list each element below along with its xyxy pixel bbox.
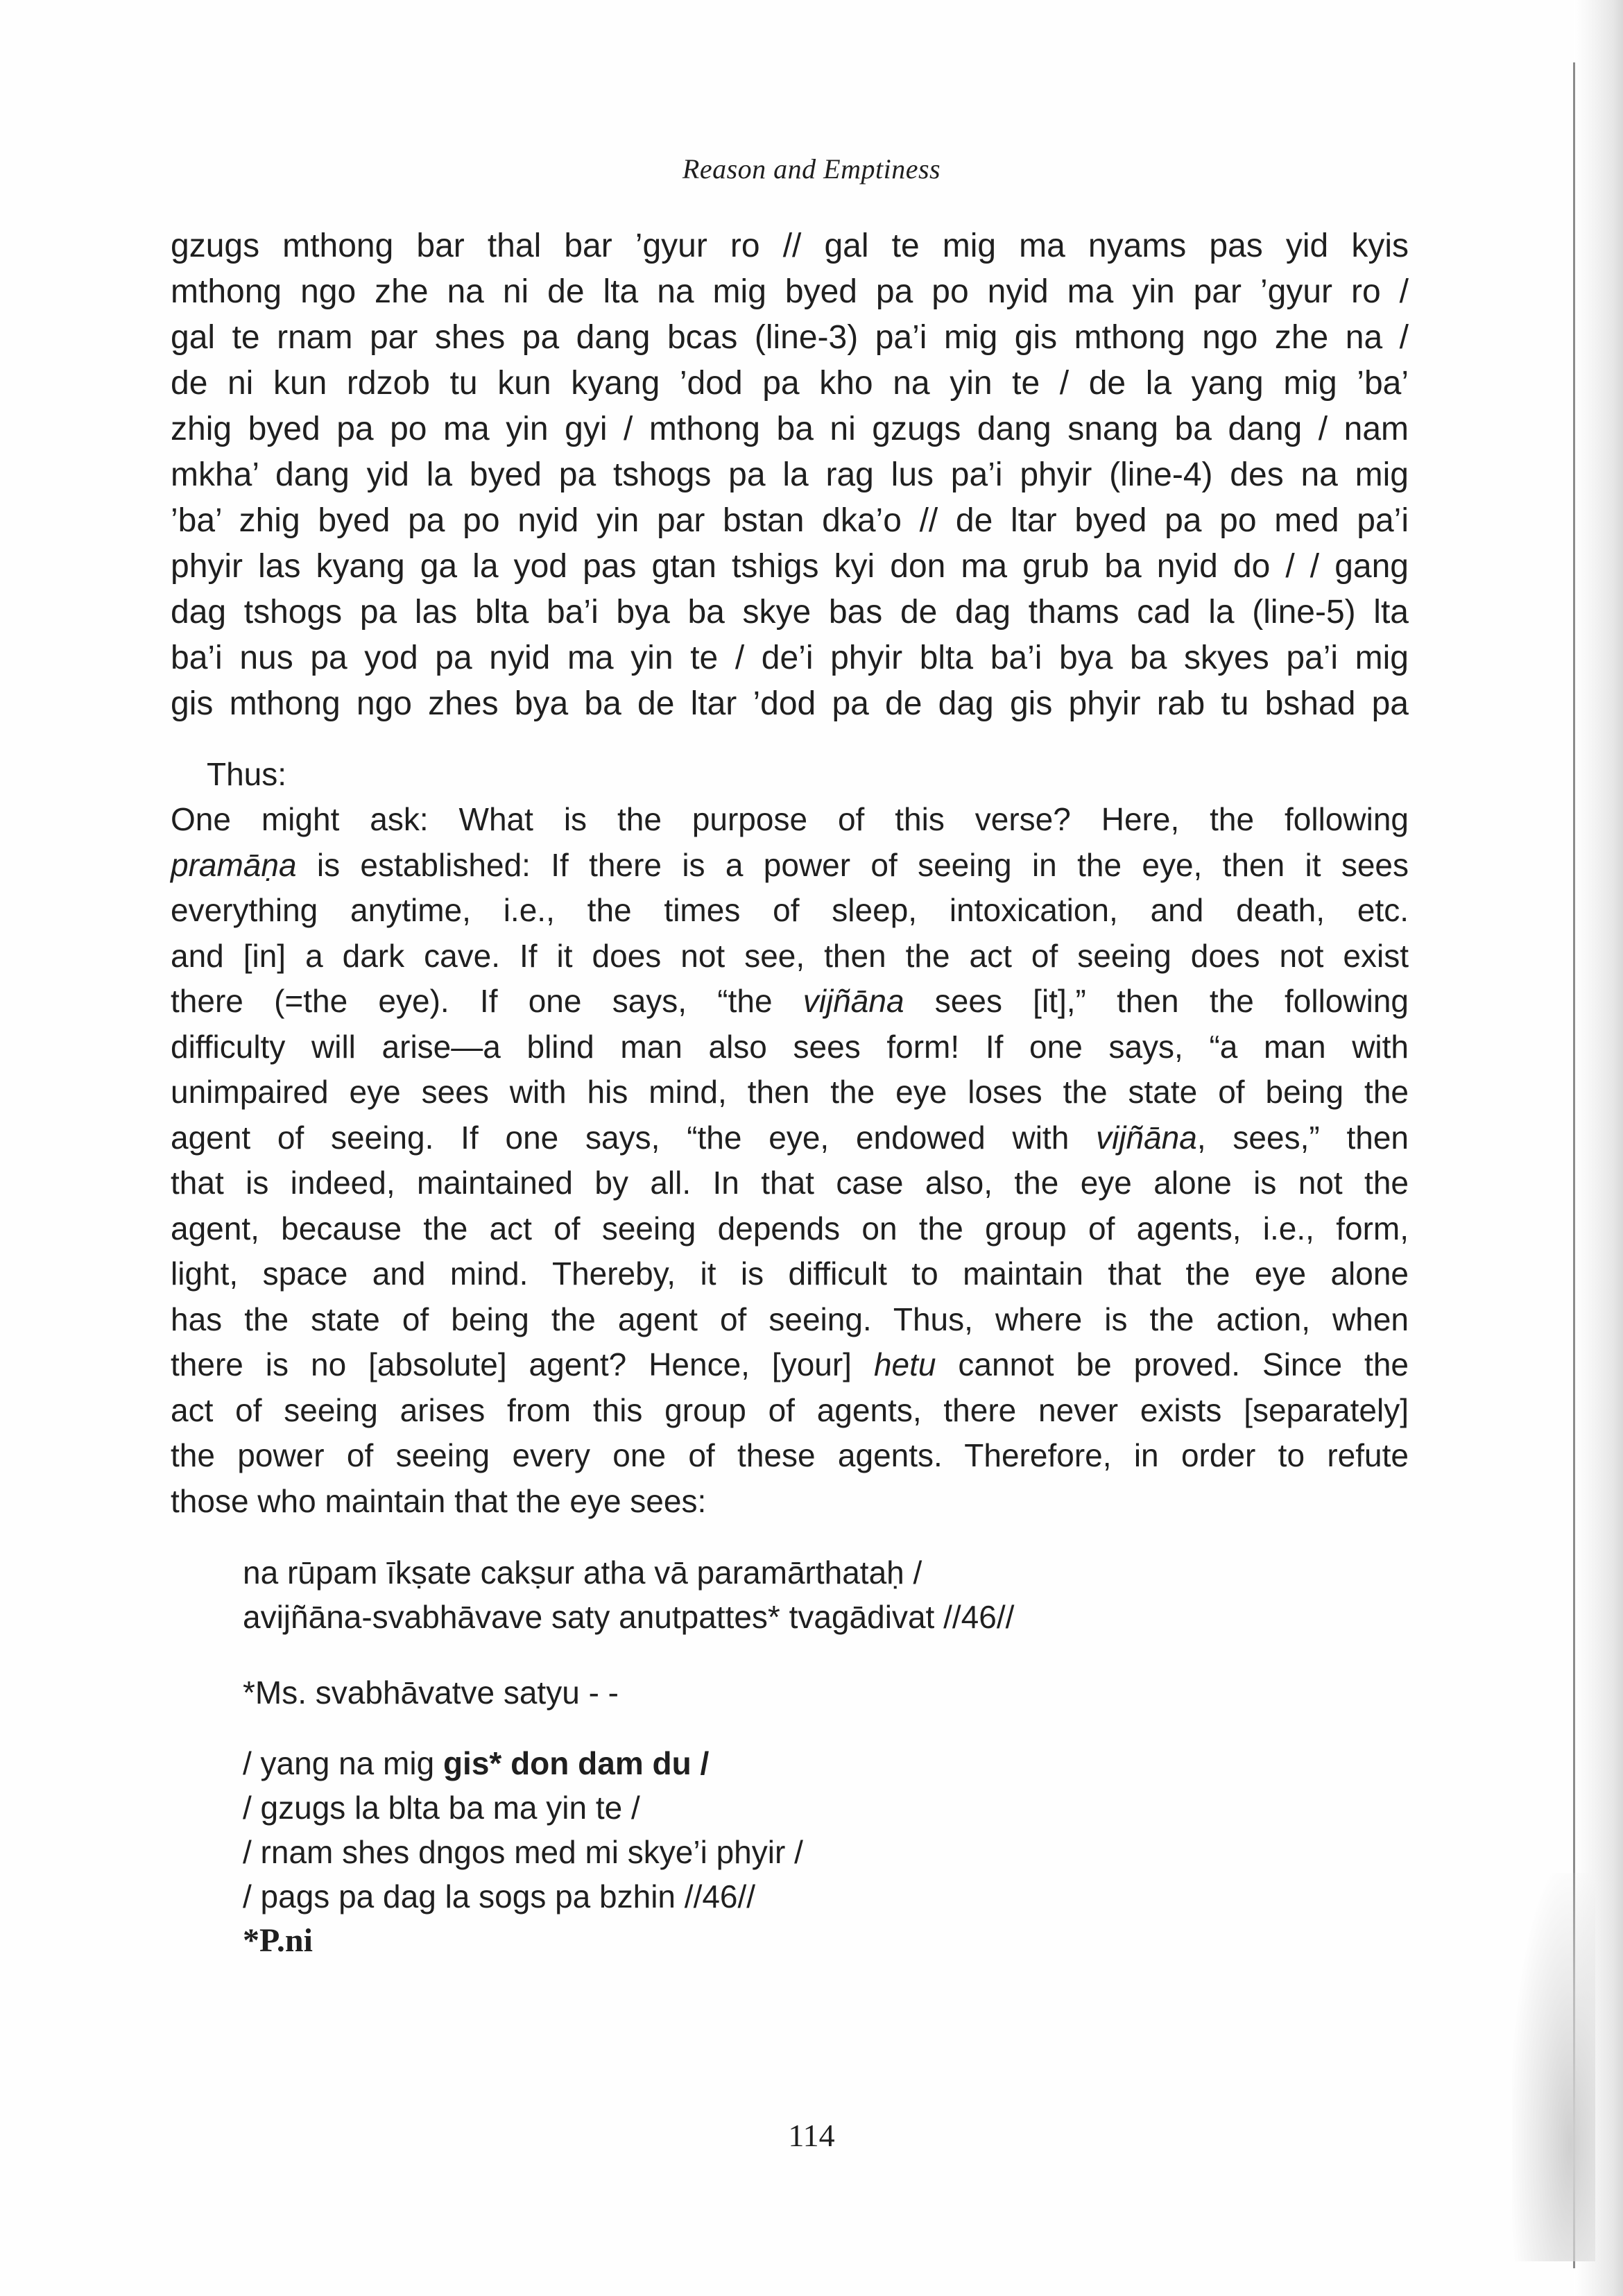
tibetan-line: mkha’ dang yid la byed pa tshogs pa la rag lus pa’i phyir (line-4) des na mig (171, 456, 1409, 493)
translation-line: has the state of being the agent of seeing. Thus, where is the action, when (171, 1301, 1409, 1337)
tibetan-line: dag tshogs pa las blta ba’i bya ba skye bas de dag thams cad la (line-5) lta (171, 594, 1409, 631)
translation-line: unimpaired eye sees with his mind, then the eye loses the state of being the (171, 1074, 1409, 1110)
tibetan-verse-line (243, 1741, 1422, 1785)
peking-note: *P.ni (243, 1922, 313, 1959)
translation-text: there is no [absolute] agent? Hence, [your] (171, 1346, 874, 1382)
sanskrit-verse (243, 1550, 1422, 1639)
translation-line: the power of seeing every one of these agents. Therefore, in order to refute (171, 1437, 1409, 1473)
manuscript-note (243, 1670, 1422, 1715)
tibetan-line: gis mthong ngo zhes bya ba de ltar ’dod pa de dag gis phyir rab tu bshad pa (171, 685, 1409, 722)
translation-text: , sees,” then (1196, 1119, 1409, 1156)
tibetan-verse-line: / gzugs la blta ba ma yin te / (243, 1790, 640, 1826)
translation-text: cannot be proved. Since the (936, 1346, 1409, 1382)
translation-line (171, 843, 1409, 889)
term-vijnana: vijñāna (1096, 1119, 1197, 1156)
tibetan-line: de ni kun rdzob tu kun kyang ’dod pa kho na yin te / de la yang mig ’ba’ (171, 365, 1409, 402)
manuscript-note-text: *Ms. svabhāvatve satyu - - (243, 1674, 619, 1711)
translation-line: everything anytime, i.e., the times of sleep, intoxication, and death, etc. (171, 892, 1409, 928)
tibetan-verse-text: / yang na mig (243, 1745, 443, 1781)
translation-line: light, space and mind. Thereby, it is difficult to maintain that the eye alone (171, 1256, 1409, 1292)
term-pramana: pramāṇa (171, 846, 297, 883)
tibetan-commentary (171, 223, 1409, 727)
tibetan-line: gzugs mthong bar thal bar ’gyur ro // gal te mig ma nyams pas yid kyis (171, 228, 1409, 264)
tibetan-line: phyir las kyang ga la yod pas gtan tshigs kyi don ma grub ba nyid do / / gang (171, 548, 1409, 585)
sanskrit-verse-line: na rūpam īkṣate cakṣur atha vā paramārthataḥ / (243, 1554, 922, 1591)
tibetan-verse-line: / pags pa dag la sogs pa bzhin //46// (243, 1878, 756, 1914)
tibetan-verse-emphasis: gis* don dam du / (443, 1745, 710, 1781)
sanskrit-verse-line: avijñāna-svabhāvave saty anutpattes* tvagādivat //46// (243, 1599, 1015, 1635)
translation-line: agent, because the act of seeing depends on the group of agents, i.e., form, (171, 1210, 1409, 1246)
english-translation (171, 751, 1409, 1524)
translation-line (171, 979, 1409, 1025)
translation-intro: Thus: (207, 756, 287, 792)
translation-line: those who maintain that the eye sees: (171, 1482, 707, 1519)
tibetan-line: mthong ngo zhe na ni de lta na mig byed pa po nyid ma yin par ’gyur ro / (171, 273, 1409, 310)
translation-line (171, 1342, 1409, 1388)
tibetan-verse-line: / rnam shes dngos med mi skye’i phyir / (243, 1834, 803, 1870)
translation-text: agent of seeing. If one says, “the eye, endowed with (171, 1119, 1097, 1156)
translation-line: act of seeing arises from this group of agents, there never exists [separately] (171, 1391, 1409, 1428)
tibetan-line: ba’i nus pa yod pa nyid ma yin te / de’i phyir blta ba’i bya ba skyes pa’i mig (171, 640, 1409, 676)
translation-line: difficulty will arise—a blind man also sees form! If one says, “a man with (171, 1028, 1409, 1065)
tibetan-verse (243, 1741, 1422, 1919)
translation-text: sees [it],” then the following (904, 983, 1409, 1019)
translation-text: there (=the eye). If one says, “the (171, 983, 803, 1019)
scan-edge-speckle (1512, 1873, 1595, 2261)
tibetan-line: gal te rnam par shes pa dang bcas (line-3) pa’i mig gis mthong ngo zhe na / (171, 319, 1409, 356)
term-vijnana: vijñāna (802, 983, 904, 1019)
translation-text: is established: If there is a power of seeing in the eye, then it sees (296, 846, 1409, 883)
translation-line: and [in] a dark cave. If it does not see, then the act of seeing does not exist (171, 937, 1409, 974)
tibetan-line: ’ba’ zhig byed pa po nyid yin par bstan dka’o // de ltar byed pa po med pa’i (171, 502, 1409, 539)
tibetan-line: zhig byed pa po ma yin gyi / mthong ba ni gzugs dang snang ba dang / nam (171, 411, 1409, 447)
translation-line: that is indeed, maintained by all. In that case also, the eye alone is not the (171, 1165, 1409, 1201)
running-head: Reason and Emptiness (682, 153, 941, 185)
term-hetu: hetu (873, 1346, 936, 1382)
translation-line: One might ask: What is the purpose of this verse? Here, the following (171, 801, 1409, 837)
page-number: 114 (788, 2118, 835, 2153)
translation-line (171, 1115, 1409, 1161)
